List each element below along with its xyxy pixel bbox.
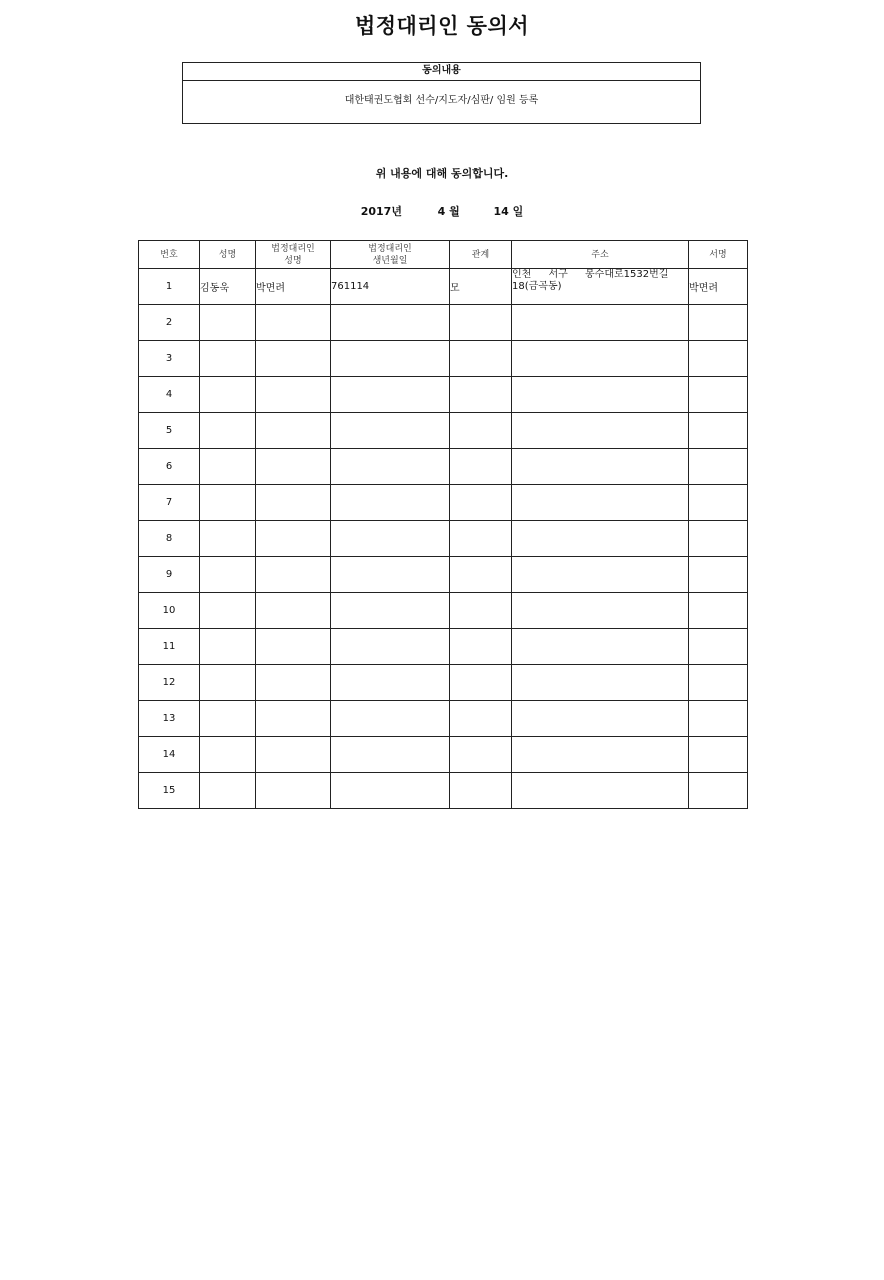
address-line2: 18(금곡동) <box>512 281 562 292</box>
address-line1: 인천 서구 봉수대로1532번길 <box>512 269 669 280</box>
cell-guardian-birth <box>331 377 450 413</box>
cell-guardian-birth <box>331 665 450 701</box>
header-guardian-name <box>256 241 331 269</box>
cell-relation <box>450 521 512 557</box>
cell-address <box>512 737 689 773</box>
cell-name <box>200 773 256 809</box>
header-signature: 서명 <box>689 241 748 269</box>
cell-relation <box>450 629 512 665</box>
cell-relation <box>450 377 512 413</box>
agreement-statement: 위 내용에 대해 동의합니다. <box>375 167 509 180</box>
header-name: 성명 <box>200 241 256 269</box>
cell-signature <box>689 521 748 557</box>
header-guardian-name-line1: 법정대리인 <box>271 243 315 254</box>
cell-number: 13 <box>139 701 200 737</box>
cell-guardian-birth <box>331 701 450 737</box>
cell-guardian-name <box>256 593 331 629</box>
date-year: 2017년 <box>360 205 402 218</box>
cell-guardian-name <box>256 701 331 737</box>
cell-number: 11 <box>139 629 200 665</box>
cell-signature <box>689 701 748 737</box>
cell-address <box>512 629 689 665</box>
cell-signature <box>689 485 748 521</box>
consent-content: 대한태권도협회 선수/지도자/심판/ 임원 등록 <box>344 95 539 106</box>
cell-signature <box>689 665 748 701</box>
cell-address <box>512 449 689 485</box>
table-row <box>139 377 748 413</box>
cell-number: 9 <box>139 557 200 593</box>
cell-number: 6 <box>139 449 200 485</box>
cell-relation <box>450 449 512 485</box>
cell-relation <box>450 485 512 521</box>
cell-signature <box>689 629 748 665</box>
cell-signature <box>689 305 748 341</box>
cell-name <box>200 341 256 377</box>
cell-number: 15 <box>139 773 200 809</box>
date-day-label: 일 <box>512 205 524 218</box>
consent-header: 동의내용 <box>183 63 700 81</box>
cell-guardian-birth <box>331 737 450 773</box>
cell-guardian-birth <box>331 629 450 665</box>
consent-box <box>182 62 701 124</box>
cell-guardian-birth <box>331 449 450 485</box>
cell-name <box>200 413 256 449</box>
cell-name <box>200 449 256 485</box>
cell-signature <box>689 557 748 593</box>
cell-guardian-name <box>256 341 331 377</box>
cell-relation <box>450 737 512 773</box>
cell-number: 14 <box>139 737 200 773</box>
cell-name <box>200 701 256 737</box>
cell-address <box>512 269 689 305</box>
cell-guardian-birth <box>331 305 450 341</box>
cell-address <box>512 377 689 413</box>
cell-guardian-birth <box>331 413 450 449</box>
cell-address <box>512 341 689 377</box>
table-row <box>139 773 748 809</box>
cell-guardian-name <box>256 521 331 557</box>
cell-guardian-birth <box>331 341 450 377</box>
cell-relation <box>450 413 512 449</box>
cell-guardian-birth: 761114 <box>331 269 450 305</box>
cell-address <box>512 773 689 809</box>
cell-address <box>512 305 689 341</box>
cell-address <box>512 413 689 449</box>
cell-address <box>512 701 689 737</box>
cell-relation <box>450 773 512 809</box>
cell-guardian-name: 박면려 <box>256 269 331 305</box>
cell-number: 5 <box>139 413 200 449</box>
cell-guardian-name <box>256 413 331 449</box>
table-row <box>139 629 748 665</box>
cell-guardian-name <box>256 305 331 341</box>
cell-guardian-birth <box>331 773 450 809</box>
cell-signature <box>689 593 748 629</box>
cell-number: 12 <box>139 665 200 701</box>
header-guardian-birth-line2: 생년월일 <box>372 255 408 266</box>
cell-address <box>512 665 689 701</box>
cell-number: 2 <box>139 305 200 341</box>
table-row <box>139 521 748 557</box>
table-row <box>139 737 748 773</box>
cell-guardian-name <box>256 377 331 413</box>
date-month-label: 월 <box>449 205 460 218</box>
cell-name <box>200 377 256 413</box>
cell-signature <box>689 773 748 809</box>
table-row <box>139 665 748 701</box>
table-row <box>139 341 748 377</box>
table-body <box>139 269 748 809</box>
cell-name <box>200 737 256 773</box>
cell-guardian-name <box>256 665 331 701</box>
cell-name <box>200 629 256 665</box>
table-header-row <box>139 241 748 269</box>
cell-relation <box>450 665 512 701</box>
cell-name <box>200 665 256 701</box>
guardian-consent-table <box>138 240 748 809</box>
cell-address <box>512 485 689 521</box>
cell-name <box>200 593 256 629</box>
cell-signature <box>689 413 748 449</box>
cell-number: 10 <box>139 593 200 629</box>
header-guardian-birth <box>331 241 450 269</box>
cell-address <box>512 593 689 629</box>
cell-signature <box>689 377 748 413</box>
cell-signature <box>689 449 748 485</box>
table-row <box>139 413 748 449</box>
cell-guardian-birth <box>331 557 450 593</box>
cell-number: 1 <box>139 269 200 305</box>
cell-guardian-name <box>256 629 331 665</box>
cell-name <box>200 485 256 521</box>
header-guardian-birth-line1: 법정대리인 <box>368 243 412 254</box>
cell-guardian-name <box>256 557 331 593</box>
table-row <box>139 449 748 485</box>
cell-number: 8 <box>139 521 200 557</box>
cell-relation <box>450 305 512 341</box>
cell-relation <box>450 557 512 593</box>
cell-relation <box>450 593 512 629</box>
cell-signature <box>689 737 748 773</box>
cell-guardian-name <box>256 773 331 809</box>
header-relation: 관계 <box>450 241 512 269</box>
cell-name <box>200 305 256 341</box>
cell-signature <box>689 341 748 377</box>
cell-guardian-birth <box>331 521 450 557</box>
cell-number: 7 <box>139 485 200 521</box>
table-row <box>139 701 748 737</box>
table-row <box>139 305 748 341</box>
date-line <box>0 203 884 219</box>
date-day-value: 14 <box>493 205 509 218</box>
cell-guardian-name <box>256 485 331 521</box>
cell-relation <box>450 341 512 377</box>
table-row <box>139 269 748 305</box>
cell-guardian-name <box>256 737 331 773</box>
header-number: 번호 <box>139 241 200 269</box>
document-title: 법정대리인 동의서 <box>354 14 530 38</box>
cell-name <box>200 521 256 557</box>
header-guardian-name-line2: 성명 <box>284 255 302 266</box>
table-row <box>139 485 748 521</box>
cell-guardian-birth <box>331 485 450 521</box>
header-address: 주소 <box>512 241 689 269</box>
cell-number: 4 <box>139 377 200 413</box>
cell-name: 김동욱 <box>200 269 256 305</box>
table-row <box>139 557 748 593</box>
cell-number: 3 <box>139 341 200 377</box>
cell-guardian-birth <box>331 593 450 629</box>
cell-address <box>512 521 689 557</box>
cell-guardian-name <box>256 449 331 485</box>
cell-signature: 박면려 <box>689 269 748 305</box>
cell-relation: 모 <box>450 269 512 305</box>
cell-address <box>512 557 689 593</box>
date-month-value: 4 <box>437 205 446 218</box>
table-row <box>139 593 748 629</box>
cell-name <box>200 557 256 593</box>
cell-relation <box>450 701 512 737</box>
